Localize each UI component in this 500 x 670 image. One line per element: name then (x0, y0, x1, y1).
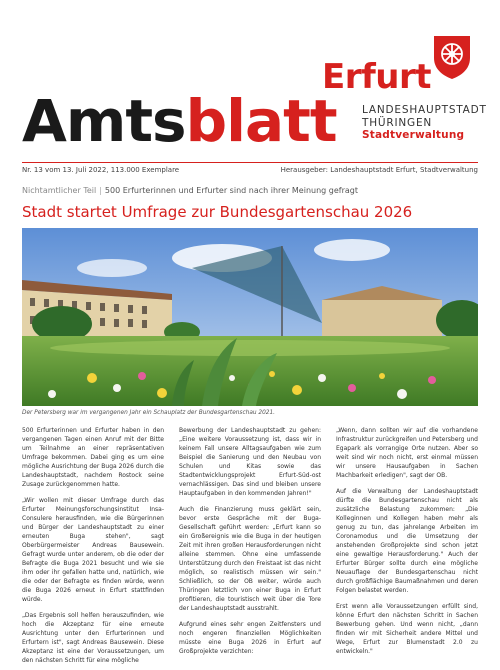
article-headline: Stadt startet Umfrage zur Bundesgartenschau 2026 (22, 203, 413, 221)
paragraph: Erst wenn alle Voraussetzungen erfüllt sind, könne Erfurt den nächsten Schritt in Sachen Bewerbung gehen. Und wenn nicht, „dann finden wir mit Sicherheit andere Mittel und Wege, Erfurt zur Blumenstadt 2.0 zu entwickeln." (336, 603, 478, 655)
article-body (22, 426, 478, 670)
paragraph: „Wenn, dann sollten wir auf die vorhandene Infrastruktur zurückgreifen und Petersberg und Egapark als vorrangige Orte nutzen. Aber so weit sind wir noch nicht, erst einmal müssen wir unsere Hausaufgaben in Sachen Machbarkeit erledigen", sagt der OB. (336, 427, 478, 479)
article-column-3 (336, 426, 478, 670)
masthead-title (22, 87, 337, 155)
kicker-tag: Nichtamtlicher Teil (22, 186, 97, 195)
paragraph: Auf die Verwaltung der Landeshauptstadt dürfte die Bundesgartenschau nicht als zusätzliche Belastung zukommen: „Die Kolleginnen und Kollegen haben mehr als genug zu tun, das jahrelange Arbeiten im Coronamodus und die Umsetzung der anstehenden Großprojekte sind schon jetzt eine gewaltige Herausforderung." Auch der Erfurter Bürger sollte durch eine mögliche Neuauflage der Bundesgartenschau nicht durch großflächige Baumaßnahmen und deren Folgen belastet werden. (336, 488, 478, 594)
kicker-separator: | (99, 186, 102, 195)
paragraph: 500 Erfurterinnen und Erfurter haben in den vergangenen Tagen einen Anruf mit der Bitte um Teilnahme an einer repräsentativen Umfrage bekommen. Dabei ging es um eine mögliche Ausrichtung der Buga 2026 durch die Landeshauptstadt, nachdem Rostock seine Zusage zurückgenommen hatte. (22, 427, 164, 488)
paragraph: „Wir wollen mit dieser Umfrage durch das Erfurter Meinungsforschungsinstitut Insa-Consulere herausfinden, wie die Bürgerinnen und Bürger der Landeshauptstadt zu einer erneuten Buga stehen", sagt Oberbürgermeister Andreas Bausewein. Gefragt wurde unter anderem, ob die oder der Befragte die Buga 2021 besucht und wie sie ihm oder ihr gefallen hatte und, natürlich, wie die oder der Befragte es finden würde, wenn die Buga 2026 erneut in Erfurt stattfinden würde. (22, 497, 164, 603)
issue-info: Nr. 13 vom 13. Juli 2022, 113.000 Exemplare (22, 166, 180, 174)
paragraph: „Das Ergebnis soll helfen herauszufinden, wie hoch die Akzeptanz für eine erneute Ausrichtung unter den Erfurterinnen und Erfurtern ist", sagt Andreas Bausewein. Diese Akzeptanz ist eine der Voraussetzungen, um den nächsten Schritt für eine mögliche (22, 612, 164, 664)
paragraph: Bewerbung der Landeshauptstadt zu gehen: „Eine weitere Voraussetzung ist, dass wir in keinem Fall unsere Alltagsaufgaben wie zum Beispiel die Sanierung und den Neubau von Schulen und Kitas sowie das Stadtentwicklungsprojekt Erfurt-Süd-ost vernachlässigen. Das sind und bleiben unsere Hauptaufgaben in den kommenden Jahren!" (179, 427, 321, 497)
issue-bar (22, 162, 478, 174)
article-column-1 (22, 426, 164, 670)
city-subtitle (362, 104, 487, 142)
city-line-1: LANDESHAUPTSTADT (362, 104, 487, 116)
photo-caption: Der Petersberg war im vergangenen Jahr ein Schauplatz der Bundesgartenschau 2021. (22, 410, 275, 416)
city-line-3: Stadtverwaltung (362, 129, 465, 142)
publisher-info: Herausgeber: Landeshauptstadt Erfurt, Stadtverwaltung (280, 166, 478, 174)
article-column-2 (179, 426, 321, 670)
masthead-part-1: Amts (22, 87, 186, 155)
kicker-text: 500 Erfurterinnen und Erfurter sind nach ihrer Meinung gefragt (104, 186, 358, 195)
paragraph: Auch die Finanzierung muss geklärt sein, bevor erste Gespräche mit der Buga-Gesellschaft geführt werden: „Erfurt kann so ein Großereignis wie die Buga in der heutigen Zeit mit ihren großen Herausforderungen nicht alleine stemmen. Ohne eine umfassende Unterstützung durch den Freistaat ist das nicht möglich, so realistisch müssen wir sein." Schließlich, so der OB weiter, würde auch Thüringen letztlich von einer Buga in Erfurt profitieren, die touristisch weit über die Tore der Landeshauptstadt ausstrahlt. (179, 506, 321, 612)
paragraph: Aufgrund eines sehr engen Zeitfensters und noch engeren finanziellen Möglichkeiten müsste eine Buga 2026 in Erfurt auf Großprojekte verzichten: (179, 621, 321, 655)
city-line-2: THÜRINGEN (362, 116, 433, 129)
article-photo (22, 228, 478, 406)
erfurt-wheel-crest-icon (432, 34, 472, 80)
masthead-part-2: blatt (185, 87, 337, 155)
article-kicker (22, 186, 358, 195)
city-name: Erfurt (322, 57, 432, 97)
